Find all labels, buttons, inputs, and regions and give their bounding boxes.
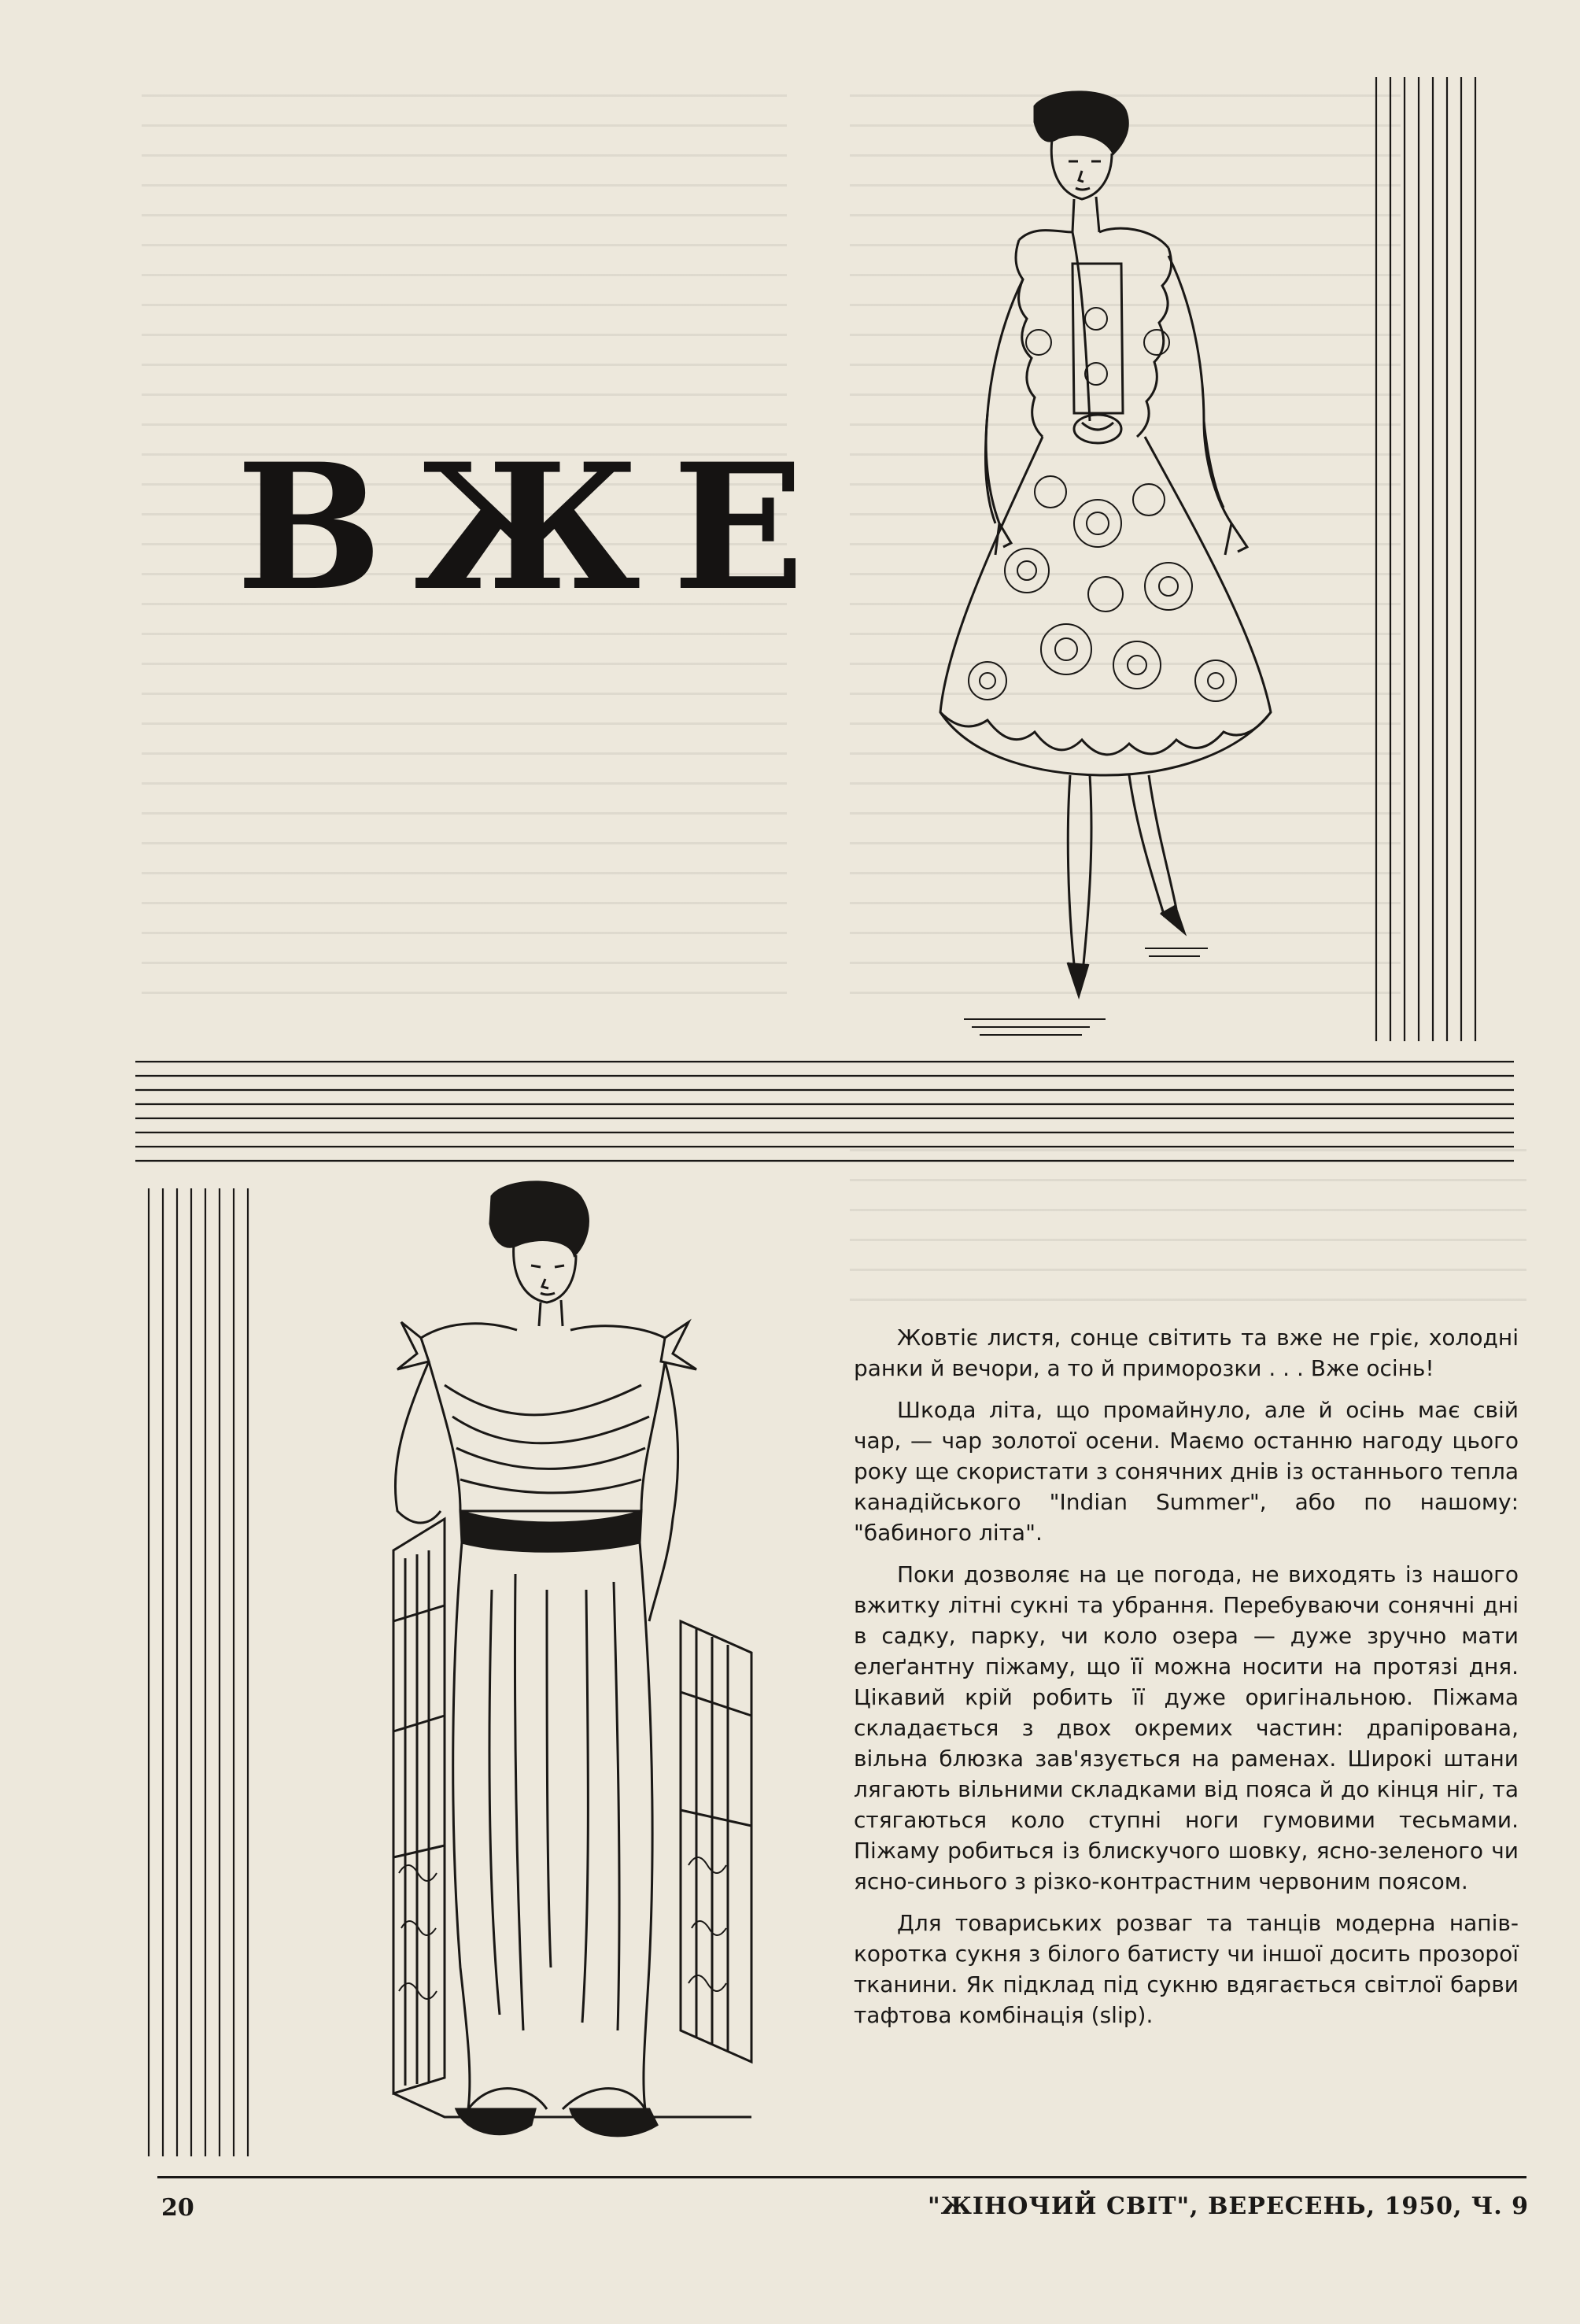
page-number: 20 xyxy=(161,2194,194,2222)
article-paragraph: Шкода літа, що промайнуло, але й осінь має свій чар, — чар золотої осени. Маємо останню нагоду цього року ще скористати з сонячних днів із останнього тепла канадійського "Indian Summer", або по нашому: "бабиного літа". xyxy=(854,1397,1519,1546)
footer-rule xyxy=(157,2176,1526,2178)
article-body xyxy=(854,1322,1519,2041)
vertical-rule-bundle-bottom xyxy=(146,1188,256,2156)
article-paragraph: Жовтіє листя, сонце світить та вже не гріє, холодні ранки й вечори, а то й приморозки . . . Вже осінь! xyxy=(854,1325,1519,1381)
headline: ВЖЕ xyxy=(236,425,836,629)
vertical-rule-bundle-top xyxy=(1373,77,1483,1041)
article-paragraph: Поки дозволяє на це погода, не виходять із нашого вжитку літні сукні та убрання. Перебуваючи сонячні дні в садку, парку, чи коло озера — дуже зручно мати елеґантну піжаму, що її можна носити на протязі дня. Цікавий крій робить її дуже оригінальною. Піжама складається з двох окремих частин: драпірована, вільна блюзка зав'язується на раменах. Широкі штани лягають вільними складками від пояса й до кінця ніг, та стягаються коло ступні ноги гумовими тесьмами. Піжаму робиться із блискучого шовку, ясно-зеленого чи ясно-синього з різко-контрастним червоним поясом. xyxy=(854,1561,1519,1894)
pyjama-illustration xyxy=(311,1180,799,2164)
publication-footer: "ЖІНОЧИЙ СВІТ", ВЕРЕСЕНЬ, 1950, Ч. 9 xyxy=(927,2193,1529,2220)
horizontal-rule-bundle xyxy=(135,1059,1514,1184)
article-paragraph: Для товариських розваг та танців модерна напів-коротка сукня з білого батисту чи іншої досить прозорої тканини. Як підклад під сукню вдягається світлої барви тафтова комбінація (slip). xyxy=(854,1910,1519,2028)
lace-dress-illustration xyxy=(846,83,1318,1051)
